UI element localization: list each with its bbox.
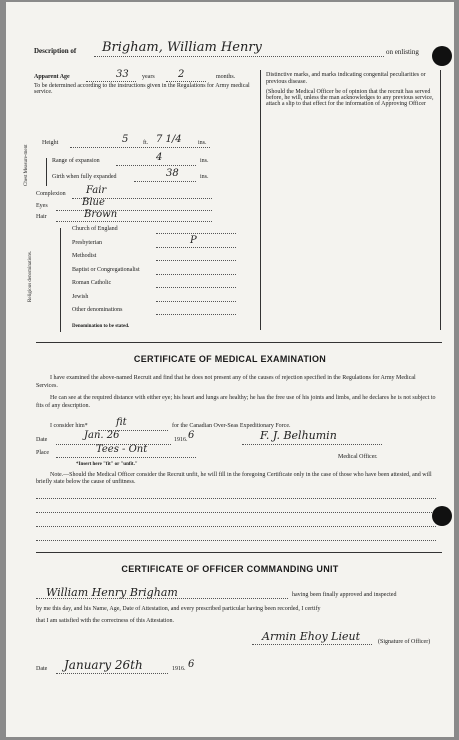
for-label: for the Canadian Over-Seas Expeditionary Force. [172,423,291,429]
marks-title: Distinctive marks, and marks indicating congenital peculiarities or previous disease. [266,72,426,85]
age-label: Apparent Age [34,74,70,80]
age-years-line [86,81,136,82]
right-border [440,70,441,330]
commanding-certificate-title: CERTIFICATE OF OFFICER COMMANDING UNIT [121,564,339,574]
description-suffix: on enlisting [386,48,419,56]
medical-officer-label: Medical Officer. [338,454,378,460]
commanding-officer-signature: Armin Ehoy Lieut [262,630,361,643]
chest-side-label: Chest Measure-ment [24,144,29,186]
height-label: Height [42,140,59,146]
place-label: Place [36,450,49,456]
marks-note: (Should the Medical Officer be of opinion that the recruit has served before, he will, unless the man acknowledges to any previous service, attach a slip to that effect for the information of Approving Officer [266,89,434,107]
chest-girth-value: 38 [166,168,179,179]
column-divider [260,70,261,330]
chest-range-line [116,165,196,166]
height-line [70,147,210,148]
punch-hole-bottom [432,506,452,526]
commanding-year-label: 1916. [172,666,186,672]
age-months-label: months. [216,74,236,80]
recruit-name: Brigham, William Henry [102,40,262,55]
commanding-text-2: by me this day, and his Name, Age, Date of Attestation, and every prescribed particular having been recorded, I certify [36,606,321,612]
chest-range-label: Range of expansion [52,158,100,164]
age-years-label: years [142,74,155,80]
commanding-year-value: 6 [188,659,195,670]
height-ft-label: ft. [143,140,149,146]
religion-item-line [156,247,236,248]
unfit-line-1 [36,498,436,499]
medical-para-1: I have examined the above-named Recruit and find that he does not present any of the causes of rejection specified in the Regulations for Army Medical Services. [36,375,416,389]
unfit-line-4 [36,540,436,541]
description-label: Description of [34,47,77,55]
medical-certificate-title: CERTIFICATE OF MEDICAL EXAMINATION [133,354,327,364]
medical-date-value: Jan. 26 [84,430,120,441]
commanding-signature-line [252,644,372,645]
unfit-line-3 [36,526,436,527]
religion-item-line [156,287,236,288]
fit-footnote: *Insert here "fit" or "unfit." [76,462,138,467]
religion-note: Denomination to be stated. [72,324,130,329]
religion-item-mark: P [190,234,197,246]
hair-value: Brown [84,209,118,220]
religion-item-line [156,260,236,261]
consider-label: I consider him* [50,423,88,429]
chest-girth-line [134,181,196,182]
commanding-date-label: Date [36,666,48,672]
religion-item-line [156,274,236,275]
medical-year-label: 1916. [174,437,188,443]
age-note: To be determined according to the instructions given in the Regulations for Army medical service. [34,83,250,95]
height-ins-label: ins. [198,140,207,146]
chest-girth-ins: ins. [200,174,209,180]
medical-officer-signature: F. J. Belhumin [260,429,337,442]
punch-hole-top [432,46,452,66]
chest-range-ins: ins. [200,158,209,164]
religion-item-label: Presbyterian [72,239,102,246]
place-line [56,457,196,458]
medical-note: Note.—Should the Medical Officer consider the Recruit unfit, he will fill in the foregoing Certificate only in the case of those who have been attested, and will briefly state below the cause of unfitness. [36,472,432,485]
chest-girth-label: Girth when fully expanded [52,174,117,180]
religion-item-label: Church of England [72,226,118,232]
medical-year-value: 6 [188,430,195,441]
religion-item-label: Jewish [72,293,89,300]
religion-item-label: Baptist or Congregationalist [72,266,140,273]
unfit-line-2 [36,512,436,513]
place-value: Tees - Ont [96,444,148,455]
eyes-value: Blue [82,197,105,208]
religion-brace [60,228,61,332]
complexion-value: Fair [86,185,107,196]
height-inches: 7 1/4 [156,134,182,145]
hair-line [56,221,212,222]
attestation-page [6,2,454,737]
commanding-date-value: January 26th [64,658,143,672]
commanding-text-3: that I am satisfied with the correctness of this Attestation. [36,618,174,624]
section-rule-1 [36,342,442,343]
medical-para-2: He can see at the required distance with either eye; his heart and lungs are healthy; he has the free use of his joints and limbs, and he declares he is not subject to fits of any description. [36,395,436,409]
complexion-label: Complexion [36,191,66,197]
eyes-line [56,210,212,211]
medical-date-label: Date [36,437,48,443]
fit-value: fit [116,417,127,428]
description-dotted-line [94,56,384,57]
age-years-value: 33 [116,69,129,80]
hair-label: Hair [36,214,47,220]
medical-signature-line [242,444,382,445]
commanding-text-1: having been finally approved and inspected [292,592,397,598]
section-rule-2 [36,552,442,553]
religion-item-line [156,314,236,315]
chest-range-value: 4 [156,152,163,163]
commanding-name-line [36,598,288,599]
age-months-value: 2 [178,69,185,80]
religion-item-line [156,301,236,302]
commanding-recruit-name: William Henry Brigham [46,586,178,599]
religion-item-label: Methodist [72,253,97,259]
religion-item-label: Roman Catholic [72,280,112,286]
signature-of-officer-label: (Signature of Officer) [378,639,431,645]
eyes-label: Eyes [36,203,48,209]
chest-brace [46,158,47,186]
height-feet: 5 [122,134,129,145]
religion-item-label: Other denominations [72,307,123,313]
religion-side-label: Religious denominations. [28,250,33,302]
age-months-line [166,81,206,82]
commanding-date-line [56,673,168,674]
